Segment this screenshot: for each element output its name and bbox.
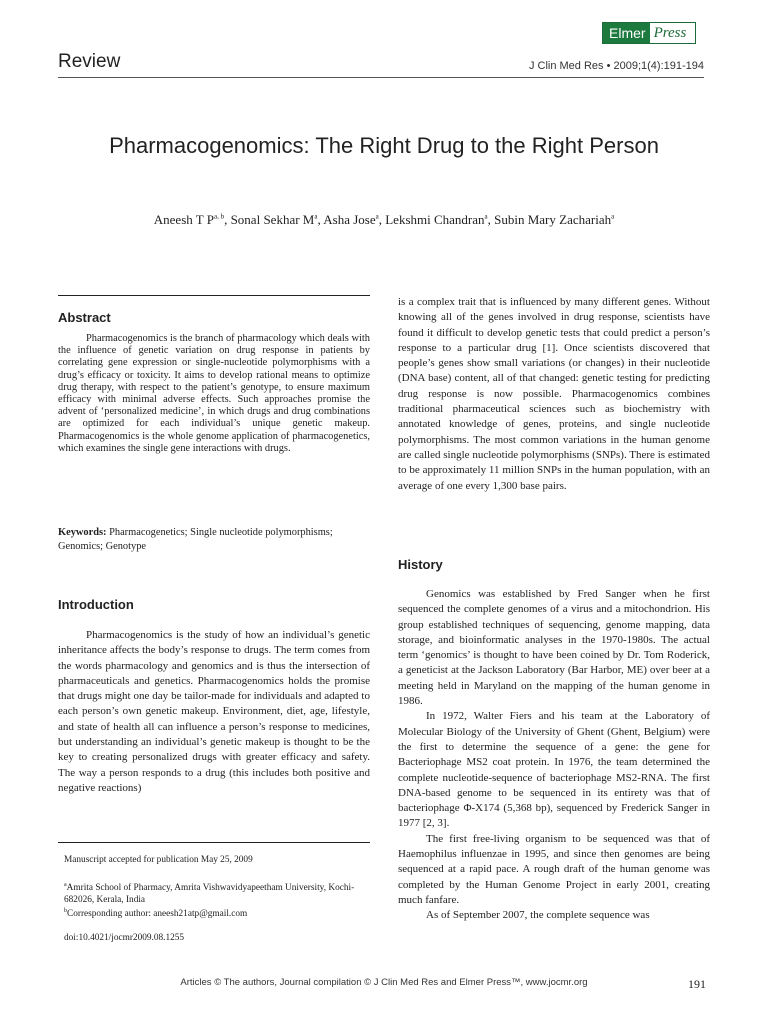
doi: doi:10.4021/jocmr2009.08.1255 (64, 933, 185, 943)
accepted-note: Manuscript accepted for publication May 25, 2009 (64, 855, 253, 865)
publisher-logo (602, 22, 696, 44)
author-affiliation-mark: a (375, 212, 379, 221)
article-title: Pharmacogenomics: The Right Drug to the Right Person (109, 133, 659, 158)
affiliation-b-text: Corresponding author: aneesh21atp@gmail.com (67, 909, 248, 920)
keywords-label: Keywords: (58, 527, 107, 538)
affiliation-a-text: Amrita School of Pharmacy, Amrita Vishwavidyapeetham University, Kochi-682026, Kerala, India (64, 883, 355, 906)
history-paragraph: Genomics was established by Fred Sanger when he first sequenced the complete genomes of a virus and a mitochondrion. His group established techniques of sequencing, genome mapping, data storage, and bioinformatic analyses in the 1970-1980s. The actual term ‘genomics’ is thought to have been coined by Dr. Tom Roderick, a geneticist at the Jackson Laboratory (Bar Harbor, ME) over beer at a meeting held in Maryland on the mapping of the human genome in 1986. (398, 588, 710, 708)
history-body (398, 587, 710, 924)
logo-part-1: Elmer (603, 23, 650, 43)
abstract-text: Pharmacogenomics is the branch of pharmacology which deals with the influence of genetic variation on drug response in patients by correlating gene expression or single-nucleotide polymorphisms with a drug’s efficacy or toxicity. It aims to develop rational means to optimize drug therapy, with respect to the patient’s genotype, to ensure maximum efficacy with minimal adverse effects. Such approaches promise the advent of ‘personalized medicine’, in which drugs and drug combinations are optimized for each individual’s unique genetic makeup. Pharmacogenomics is the whole genome application of pharmacogenetics, which examines the single gene interactions with drugs. (58, 333, 370, 454)
history-heading: History (398, 557, 443, 572)
keywords (58, 526, 370, 554)
section-label: Review (58, 51, 121, 72)
affiliation-b (64, 905, 370, 920)
history-paragraph: In 1972, Walter Fiers and his team at the Laboratory of Molecular Biology of the University of Ghent (Ghent, Belgium) were the first to determine the sequence of a gene: the gene for Bacteriophage MS2 coat protein. In 1976, the team determined the complete nucleotide-sequence of bacteriophage MS2-RNA. The first DNA-based genome to be sequenced in its entirety was that of bacteriophage Φ-X174 (5,368 bp), sequenced by Frederick Sanger in 1977 [2, 3]. (398, 710, 710, 830)
author-affiliation-mark: a (314, 212, 318, 221)
affiliation-a (64, 879, 370, 906)
author-name: Asha Jose$^a$ (323, 212, 379, 227)
page-number: 191 (688, 977, 706, 991)
history-paragraph: The first free-living organism to be sequenced was that of Haemophilus influenzae in 1995, and since then genomes are being sequenced at a rapid pace. A rough draft of the human genome was completed by the Human Genome Project in early 2001, creating much fanfare. (398, 832, 710, 906)
introduction-heading: Introduction (58, 597, 134, 612)
author-affiliation-mark: a (484, 212, 488, 221)
abstract-heading: Abstract (58, 310, 111, 325)
author-affiliation-mark: a (611, 212, 615, 221)
abstract-top-rule (58, 295, 370, 296)
author-name: Subin Mary Zachariah$^a$ (494, 212, 615, 227)
history-paragraph: As of September 2007, the complete sequence was (426, 909, 650, 922)
author-name: Sonal Sekhar $M^a$ (230, 212, 318, 227)
introduction-continued: is a complex trait that is influenced by many different genes. Without knowing all of the genes involved in drug response, scientists have found it difficult to develop genetic tests that could predict a person’s response to a particular drug [1]. Once scientists discovered that people’s genes show small variations (or changes) in their nucleotide (DNA base) content, all of that changed: genetic testing for predicting drug response is now possible. Pharmacogenomics combines traditional pharmaceutical sciences such as biochemistry with annotated knowledge of genes, proteins, and single nucleotide polymorphisms. The most common variations in the human genome are called single nucleotide polymorphisms (SNPs). There is estimated to be approximately 11 million SNPs in the human population, with an average of one every 1,300 base pairs. (398, 296, 710, 492)
header-rule (58, 77, 704, 78)
introduction-text: Pharmacogenomics is the study of how an individual’s genetic inheritance affects the body’s response to drugs. The term comes from the words pharmacology and genomics and is thus the intersection of pharmaceuticals and genetics. Pharmacogenomics holds the promise that drugs might one day be tailor-made for individuals and adapted to each person’s own genetic makeup. Environment, diet, age, lifestyle, and state of health all can influence a person’s response to medicines, but understanding an individual’s genetic makeup is thought to be the key to creating personalized drugs with greater efficacy and safety. The way a person responds to a drug (this includes both positive and negative reactions) (58, 629, 370, 794)
author-name: Lekshmi Chandran$^a$ (385, 212, 488, 227)
page-footer: Articles © The authors, Journal compilation © J Clin Med Res and Elmer Press™, www.jocmr.org (180, 977, 588, 988)
keywords-text: Pharmacogenetics; Single nucleotide polymorphisms; Genomics; Genotype (58, 527, 333, 552)
journal-reference: J Clin Med Res • 2009;1(4):191-194 (528, 60, 704, 72)
footnote-rule (58, 842, 370, 843)
author-list: Aneesh T P$^{a, b}$, Sonal Sekhar $M^a$, Asha Jose$^a$, Lekshmi Chandran$^a$, Subin Mary Zachariah$^a$ (153, 212, 615, 227)
affiliation-a-mark: a (64, 882, 67, 888)
author-name: Aneesh T P$^{a, b}$ (153, 212, 225, 227)
affiliation-b-mark: b (64, 908, 67, 914)
author-affiliation-mark: a, b (213, 212, 225, 221)
logo-part-2: Press (653, 25, 687, 41)
